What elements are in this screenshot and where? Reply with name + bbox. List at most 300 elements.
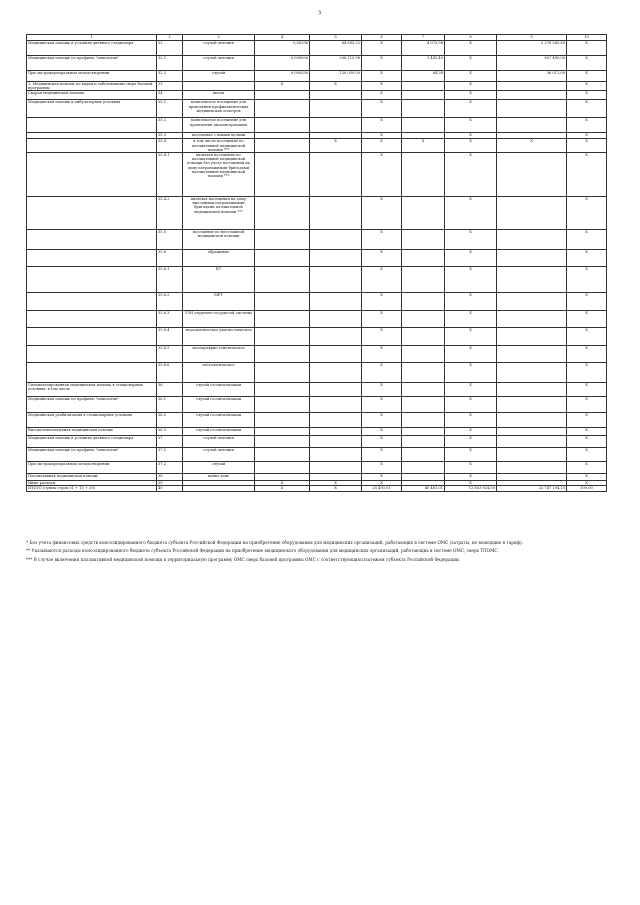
table-cell	[402, 383, 445, 397]
table-cell: 35.5	[157, 230, 183, 250]
table-row	[27, 71, 607, 82]
table-cell: 37	[157, 436, 183, 448]
table-cell	[402, 346, 445, 363]
table-cell: X	[445, 363, 497, 383]
table-row	[27, 428, 607, 436]
table-cell	[255, 328, 310, 346]
table-cell: X	[310, 139, 362, 153]
table-cell: X	[567, 118, 607, 133]
table-cell: X	[567, 413, 607, 428]
table-cell: 0,06296	[255, 41, 310, 56]
table-cell: 807 490,00	[497, 56, 567, 71]
table-cell	[255, 428, 310, 436]
table-cell: X	[567, 71, 607, 82]
table-row	[27, 82, 607, 91]
table-cell: обращение	[183, 250, 255, 267]
table-cell: 35.4.1	[157, 153, 183, 197]
table-cell: 120 050,00	[310, 71, 362, 82]
table-cell: X	[362, 153, 402, 197]
table-cell: X	[567, 250, 607, 267]
table-cell: При экстракорпоральном оплодотворении	[27, 462, 157, 474]
table-row	[27, 230, 607, 250]
table-cell	[255, 100, 310, 118]
table-cell: случай госпитализации	[183, 383, 255, 397]
table-cell: 36.1	[157, 397, 183, 413]
table-row	[27, 436, 607, 448]
table-cell	[402, 230, 445, 250]
table-cell: X	[445, 230, 497, 250]
table-cell	[402, 328, 445, 346]
table-cell: X	[445, 311, 497, 328]
table-cell: 208 115,98	[310, 56, 362, 71]
table-cell	[402, 293, 445, 311]
table-cell	[27, 250, 157, 267]
table-cell	[310, 250, 362, 267]
table-cell	[27, 328, 157, 346]
table-cell: 35.6	[157, 250, 183, 267]
table-cell: X	[567, 383, 607, 397]
table-cell: X	[362, 91, 402, 100]
footnotes	[26, 540, 606, 565]
table-row	[27, 250, 607, 267]
table-cell: X	[567, 448, 607, 462]
table-cell: X	[567, 363, 607, 383]
table-cell: X	[255, 481, 310, 486]
table-cell: случай	[183, 71, 255, 82]
table-cell: 33	[157, 82, 183, 91]
table-cell	[402, 153, 445, 197]
table-cell	[310, 197, 362, 230]
table-cell: X	[567, 346, 607, 363]
table-cell: комплексное посещение для проведения диспансеризации	[183, 118, 255, 133]
table-cell: 35.6.3	[157, 311, 183, 328]
table-cell: X	[445, 100, 497, 118]
header-cell: 3	[183, 35, 255, 41]
table-cell	[255, 311, 310, 328]
footnote-3: *** В случае включения паллиативной медицинской помощи в территориальную программу ОМС сверх базовой программы ОМС с соответствующим платежом субъекта Российской Федерации.	[26, 556, 461, 562]
table-cell: X	[445, 267, 497, 293]
table-cell: X	[445, 41, 497, 56]
table-cell: X	[445, 293, 497, 311]
table-cell: X	[362, 41, 402, 56]
header-cell: 9	[497, 35, 567, 41]
table-cell: X	[445, 462, 497, 474]
table-cell: X	[445, 56, 497, 71]
table-cell: X	[445, 133, 497, 139]
table-cell	[310, 267, 362, 293]
table-cell: X	[445, 82, 497, 91]
table-cell: X	[362, 139, 402, 153]
header-cell: 1	[27, 35, 157, 41]
table-cell	[310, 346, 362, 363]
table-cell: 35.6.1	[157, 267, 183, 293]
table-cell	[310, 383, 362, 397]
table-row	[27, 448, 607, 462]
table-cell	[402, 311, 445, 328]
header-cell: 4	[255, 35, 310, 41]
table-cell: Скорая медицинская помощь	[27, 91, 157, 100]
table-cell: случай госпитализации	[183, 397, 255, 413]
table-cell: X	[445, 428, 497, 436]
table-cell	[255, 462, 310, 474]
table-cell: посещение с иными целями	[183, 133, 255, 139]
table-cell: X	[567, 230, 607, 250]
table-row	[27, 328, 607, 346]
table-cell: Специализированная медицинская помощь в стационарных условиях, в том числе	[27, 383, 157, 397]
table-cell: X	[445, 118, 497, 133]
table-cell	[497, 82, 567, 91]
table-cell	[310, 363, 362, 383]
table-cell: 40	[157, 486, 183, 492]
table-cell: 35.4.2	[157, 197, 183, 230]
table-cell: X	[362, 462, 402, 474]
table-cell	[183, 82, 255, 91]
table-cell: X	[567, 397, 607, 413]
table-cell: 64,38	[402, 71, 445, 82]
table-cell: X	[402, 139, 445, 153]
table-cell: X	[362, 311, 402, 328]
table-cell: 2 278 565,80	[497, 41, 567, 56]
table-cell: 25 493,01	[362, 486, 402, 492]
table-cell: X	[362, 397, 402, 413]
table-row	[27, 197, 607, 230]
table-cell: X	[567, 267, 607, 293]
table-cell	[402, 197, 445, 230]
table-cell: X	[445, 71, 497, 82]
table-cell	[497, 462, 567, 474]
table-cell: X	[362, 328, 402, 346]
table-cell: 36 011,00	[497, 71, 567, 82]
table-cell: 100,00	[567, 486, 607, 492]
table-cell: X	[497, 139, 567, 153]
table-cell: 22 747 194,10	[497, 486, 567, 492]
table-cell: X	[567, 197, 607, 230]
table-cell: эндоскопическое диагностическое	[183, 328, 255, 346]
table-cell: X	[445, 474, 497, 481]
table-cell: вызов	[183, 91, 255, 100]
table-cell	[255, 267, 310, 293]
table-row	[27, 153, 607, 197]
table-cell: X	[567, 293, 607, 311]
table-cell	[402, 82, 445, 91]
table-cell	[27, 346, 157, 363]
table-cell: 34	[157, 91, 183, 100]
table-cell	[402, 397, 445, 413]
table-cell	[310, 436, 362, 448]
table-cell	[310, 100, 362, 118]
table-cell	[310, 462, 362, 474]
header-cell: 7	[402, 35, 445, 41]
table-cell: Иные расходы	[27, 481, 157, 486]
table-row	[27, 91, 607, 100]
table-cell: 35.6.6	[157, 363, 183, 383]
table-cell: 2. Медицинская помощь по видам и заболеваниям сверх базовой программы	[27, 82, 157, 91]
table-cell	[27, 197, 157, 230]
table-cell	[255, 230, 310, 250]
table-cell: X	[362, 346, 402, 363]
table-cell	[402, 100, 445, 118]
table-cell	[310, 397, 362, 413]
table-cell: X	[310, 82, 362, 91]
table-cell: X	[362, 82, 402, 91]
table-cell: X	[310, 486, 362, 492]
table-cell: Высокотехнологичная медицинская помощь	[27, 428, 157, 436]
table-cell	[310, 448, 362, 462]
table-cell: случай госпитализации	[183, 428, 255, 436]
header-cell: 10	[567, 35, 607, 41]
table-cell: случай лечения	[183, 448, 255, 462]
table-cell: Паллиативная медицинская помощь	[27, 474, 157, 481]
table-cell: X	[362, 250, 402, 267]
table-cell: случай лечения	[183, 436, 255, 448]
table-cell	[310, 230, 362, 250]
table-cell: койко-день	[183, 474, 255, 481]
table-cell: X	[445, 139, 497, 153]
page-number: 5	[318, 10, 322, 16]
table-cell: случай	[183, 462, 255, 474]
table-cell	[310, 311, 362, 328]
table-cell: X	[445, 153, 497, 197]
table-cell: X	[445, 413, 497, 428]
table-cell: X	[362, 474, 402, 481]
table-cell: молекулярно-генетическое	[183, 346, 255, 363]
table-cell: 64 695,22	[310, 41, 362, 56]
table-cell	[310, 293, 362, 311]
table-cell: X	[362, 413, 402, 428]
table-cell	[27, 267, 157, 293]
table-cell	[497, 346, 567, 363]
table-cell: X	[362, 71, 402, 82]
table-cell	[402, 118, 445, 133]
table-cell: X	[362, 436, 402, 448]
table-cell: X	[567, 328, 607, 346]
table-row	[27, 383, 607, 397]
table-cell	[310, 153, 362, 197]
table-cell	[27, 153, 157, 197]
table-cell: X	[362, 363, 402, 383]
table-cell: X	[445, 91, 497, 100]
table-cell: X	[567, 91, 607, 100]
table-cell: 4 073,98	[402, 41, 445, 56]
table-cell: 35.3	[157, 133, 183, 139]
table-cell	[497, 383, 567, 397]
header-cell: 8	[445, 35, 497, 41]
table-cell	[497, 428, 567, 436]
table-cell: X	[567, 82, 607, 91]
table-cell	[183, 486, 255, 492]
table-cell: в том числе посещение по паллиативной медицинской помощи ***	[183, 139, 255, 153]
table-row	[27, 56, 607, 71]
table-cell: случай лечения	[183, 56, 255, 71]
table-cell: X	[445, 448, 497, 462]
table-cell	[402, 267, 445, 293]
table-cell: X	[445, 346, 497, 363]
table-cell	[255, 383, 310, 397]
table-cell: X	[362, 100, 402, 118]
table-cell	[255, 197, 310, 230]
table-cell: случай госпитализации	[183, 413, 255, 428]
table-cell: X	[567, 41, 607, 56]
table-cell: включая посещения на дому выездными патронажными бригадами паллиативной медицинской помощи ***	[183, 197, 255, 230]
table-cell: X	[567, 481, 607, 486]
footnote-1: * Без учета финансовых средств консолидированного бюджета субъекта Российской Федерации на приобретение оборудования для медицинских организаций, работающих в системе ОМС (затраты, не вошедшие в тариф).	[26, 540, 523, 545]
table-cell: гистологическое	[183, 363, 255, 383]
table-cell: X	[255, 486, 310, 492]
table-cell: X	[567, 139, 607, 153]
table-cell: X	[362, 383, 402, 397]
table-cell: 1 443,40	[402, 56, 445, 71]
table-cell	[497, 100, 567, 118]
table-cell	[310, 474, 362, 481]
table-cell	[27, 139, 157, 153]
table-cell: X	[567, 56, 607, 71]
table-cell: 36.3	[157, 428, 183, 436]
table-cell: X	[567, 153, 607, 197]
table-cell	[402, 474, 445, 481]
table-cell: 35.6.4	[157, 328, 183, 346]
table-cell: X	[567, 474, 607, 481]
table-cell: X	[445, 197, 497, 230]
table-cell: УЗИ сердечно-сосудистой системы	[183, 311, 255, 328]
table-row	[27, 118, 607, 133]
table-cell: Медицинская помощь в условиях дневного стационара	[27, 41, 157, 56]
table-row	[27, 41, 607, 56]
table-cell	[402, 91, 445, 100]
table-cell: X	[362, 230, 402, 250]
table-cell: X	[567, 133, 607, 139]
table-row	[27, 267, 607, 293]
header-cell: 2	[157, 35, 183, 41]
table-cell: Медицинская помощь по профилю "онкология"	[27, 448, 157, 462]
table-row	[27, 397, 607, 413]
table-cell: 36	[157, 383, 183, 397]
table-cell: 35.6.2	[157, 293, 183, 311]
table-cell	[255, 448, 310, 462]
table-cell: случай лечения	[183, 41, 255, 56]
table-cell	[27, 363, 157, 383]
table-cell	[310, 328, 362, 346]
table-cell: X	[362, 448, 402, 462]
table-cell: X	[310, 481, 362, 486]
table-cell: 38	[157, 474, 183, 481]
table-cell: X	[362, 133, 402, 139]
table-cell	[255, 474, 310, 481]
table-row	[27, 293, 607, 311]
table-cell: X	[445, 436, 497, 448]
table-cell: 39	[157, 481, 183, 486]
table-cell: Медицинская помощь в условиях дневного стационара	[27, 436, 157, 448]
table-cell	[255, 250, 310, 267]
table-cell	[310, 118, 362, 133]
table-cell	[497, 448, 567, 462]
table-cell: ИТОГО (сумма строк 01 + 15 + 20)	[27, 486, 157, 492]
table-cell: 35.2	[157, 118, 183, 133]
table-cell	[402, 413, 445, 428]
table-cell: X	[362, 267, 402, 293]
table-cell: При экстракорпоральном оплодотворении	[27, 71, 157, 82]
table-cell	[255, 436, 310, 448]
table-cell: Медицинская помощь по профилю "онкология"	[27, 397, 157, 413]
table-row	[27, 346, 607, 363]
table-cell: МРТ	[183, 293, 255, 311]
table-row	[27, 311, 607, 328]
table-cell: 0,006936	[255, 56, 310, 71]
table-cell	[27, 293, 157, 311]
table-cell	[497, 91, 567, 100]
table-cell	[497, 436, 567, 448]
table-cell: 37.1	[157, 448, 183, 462]
table-cell: 32.2	[157, 71, 183, 82]
table-cell: X	[362, 56, 402, 71]
table-row	[27, 139, 607, 153]
table-cell: X	[362, 481, 402, 486]
table-row	[27, 413, 607, 428]
table-cell	[497, 474, 567, 481]
table-cell	[402, 448, 445, 462]
table-cell	[402, 428, 445, 436]
table-cell: X	[362, 293, 402, 311]
table-cell: 37.2	[157, 462, 183, 474]
table-cell: X	[445, 397, 497, 413]
funding-table	[26, 34, 607, 492]
table-cell: X	[567, 311, 607, 328]
table-cell	[255, 413, 310, 428]
table-cell: 32.1	[157, 56, 183, 71]
table-cell	[255, 139, 310, 153]
table-cell: X	[567, 436, 607, 448]
table-row	[27, 363, 607, 383]
table-cell: посещение по неотложной медицинской помощи	[183, 230, 255, 250]
table-cell: X	[567, 462, 607, 474]
table-cell: X	[445, 250, 497, 267]
table-cell: X	[567, 428, 607, 436]
table-cell	[497, 413, 567, 428]
table-cell	[497, 250, 567, 267]
table-cell: 36.2	[157, 413, 183, 428]
table-cell	[402, 436, 445, 448]
footnote-2: ** Указываются расходы консолидированного бюджета субъекта Российской Федерации на приобретение медицинского оборудования для медицинских организаций, работающих в системе ОМС, сверх ТПОМС.	[26, 548, 499, 554]
table-cell	[255, 346, 310, 363]
table-row	[27, 486, 607, 492]
table-cell	[255, 153, 310, 197]
table-cell: X	[445, 481, 497, 486]
table-cell	[497, 311, 567, 328]
table-row	[27, 462, 607, 474]
table-cell: КТ	[183, 267, 255, 293]
table-cell: Медицинская помощь в амбулаторных условиях	[27, 100, 157, 118]
table-cell: 0,000536	[255, 71, 310, 82]
table-cell	[497, 363, 567, 383]
table-cell: X	[362, 428, 402, 436]
table-cell: 32	[157, 41, 183, 56]
table-cell: 40 461,01	[402, 486, 445, 492]
table-row	[27, 474, 607, 481]
table-cell: X	[567, 100, 607, 118]
table-cell	[497, 328, 567, 346]
table-cell: 35.4	[157, 139, 183, 153]
table-cell	[497, 153, 567, 197]
table-row	[27, 100, 607, 118]
table-cell	[255, 118, 310, 133]
table-cell	[402, 250, 445, 267]
table-cell	[497, 267, 567, 293]
table-cell	[27, 311, 157, 328]
table-cell	[497, 230, 567, 250]
header-cell: 5	[310, 35, 362, 41]
table-cell	[497, 197, 567, 230]
table-cell	[255, 363, 310, 383]
table-cell	[497, 397, 567, 413]
